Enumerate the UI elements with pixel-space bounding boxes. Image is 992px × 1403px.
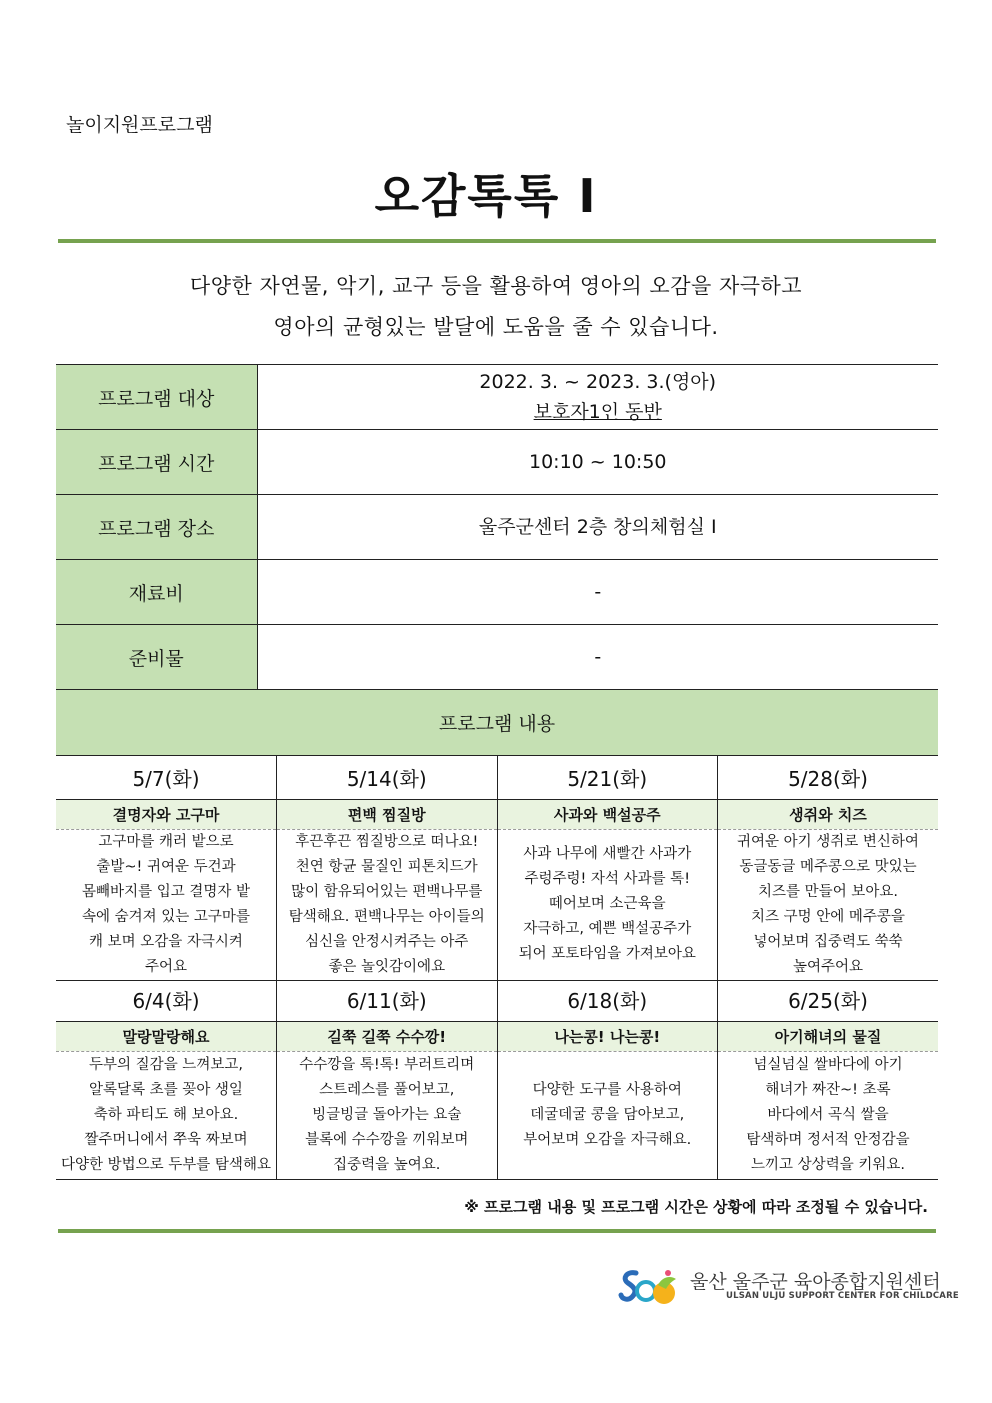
info-row-place <box>56 495 938 560</box>
program-category: 놀이지원프로그램 <box>66 114 213 136</box>
program-info-table <box>56 364 938 690</box>
activity-description <box>497 829 718 980</box>
description-line: 많이 함유되어있는 편백나무를 <box>291 883 483 900</box>
info-row-supplies <box>56 625 938 690</box>
info-label: 프로그램 장소 <box>56 495 257 560</box>
description-line: 자극하고, 예쁜 백설공주가 <box>523 921 692 937</box>
description-line: 심신을 안정시켜주는 아주 <box>305 933 469 950</box>
org-name-ko: 울산 울주군 육아종합지원센터 <box>690 1271 941 1293</box>
description-line: 해녀가 짜잔~! 초록 <box>765 1081 891 1098</box>
description-line: 높여주어요 <box>792 958 864 975</box>
activity-description <box>497 1051 718 1179</box>
description-line: 귀여운 아기 생쥐로 변신하여 <box>737 833 919 850</box>
activity-title: 사과와 백설공주 <box>497 799 718 829</box>
bottom-divider <box>58 1229 936 1233</box>
info-value: 10:10 ~ 10:50 <box>257 430 938 495</box>
description-line: 주렁주렁! 자석 사과를 톡! <box>524 871 691 887</box>
description-line: 출발~! 귀여운 두건과 <box>96 858 236 875</box>
description-line: 축하 파티도 해 보아요. <box>93 1106 239 1123</box>
info-label: 프로그램 대상 <box>56 365 257 430</box>
description-line: 캐 보며 오감을 자극시켜 <box>89 933 243 950</box>
target-period: 2022. 3. ~ 2023. 3.(영아) <box>479 371 717 393</box>
description-line: 알록달록 초를 꽂아 생일 <box>89 1081 243 1098</box>
description-line: 데굴데굴 콩을 담아보고, <box>530 1106 685 1123</box>
activity-title: 말랑말랑해요 <box>56 1021 277 1051</box>
info-value <box>257 365 938 430</box>
description-line: 느끼고 상상력을 키워요. <box>751 1156 905 1173</box>
footer-logo <box>618 1265 959 1310</box>
description-line: 바다에서 곡식 쌀을 <box>767 1106 889 1123</box>
schedule-date-row <box>56 978 938 1021</box>
description-line: 사과 나무에 새빨간 사과가 <box>523 846 692 862</box>
schedule-date: 5/28(화) <box>718 756 939 799</box>
schedule-date: 6/18(화) <box>497 978 718 1021</box>
target-guardian-note: 보호자1인 동반 <box>533 401 662 423</box>
description-line: 넘실넘실 쌀바다에 아기 <box>753 1056 903 1073</box>
description-line: 빙글빙글 돌아가는 요술 <box>312 1106 462 1123</box>
description-line: 되어 포토타임을 가져보아요 <box>518 946 696 962</box>
schedule-date: 5/14(화) <box>277 756 498 799</box>
schedule-desc-row <box>56 829 938 980</box>
description-line: 집중력을 높여요. <box>333 1156 441 1173</box>
description-line: 탐색하며 정서적 안정감을 <box>746 1131 910 1148</box>
description-line: 짤주머니에서 쭈욱 짜보며 <box>84 1131 248 1148</box>
description-line: 몸빼바지를 입고 결명자 밭 <box>82 883 250 900</box>
info-row-time <box>56 430 938 495</box>
activity-description <box>56 1051 277 1179</box>
schedule-desc-row <box>56 1051 938 1179</box>
info-label: 재료비 <box>56 560 257 625</box>
schedule-table-week-1 <box>56 756 938 981</box>
intro-line-1: 다양한 자연물, 악기, 교구 등을 활용하여 영아의 오감을 자극하고 <box>189 274 803 298</box>
schedule-date-row <box>56 756 938 799</box>
description-line: 치즈를 만들어 보아요. <box>758 883 898 900</box>
schedule-sub-row <box>56 799 938 829</box>
activity-description <box>56 829 277 980</box>
description-line: 다양한 방법으로 두부를 탐색해요 <box>61 1156 271 1173</box>
info-row-fee <box>56 560 938 625</box>
activity-description <box>718 1051 939 1179</box>
center-logo-icon <box>618 1265 684 1309</box>
info-row-target <box>56 365 938 430</box>
info-label: 준비물 <box>56 625 257 690</box>
activity-title: 길쭉 길쭉 수수깡! <box>277 1021 498 1051</box>
info-value: - <box>257 560 938 625</box>
activity-description <box>277 829 498 980</box>
description-line: 탐색해요. 편백나무는 아이들의 <box>288 908 485 925</box>
activity-title: 아기해녀의 물질 <box>718 1021 939 1051</box>
schedule-notice: ※ 프로그램 내용 및 프로그램 시간은 상황에 따라 조정될 수 있습니다. <box>464 1198 928 1216</box>
description-line: 천연 항균 물질인 피톤치드가 <box>295 858 478 875</box>
org-name-en: ULSAN ULJU SUPPORT CENTER FOR CHILDCARE <box>726 1291 959 1301</box>
activity-description <box>718 829 939 980</box>
info-value: 울주군센터 2층 창의체험실 I <box>257 495 938 560</box>
schedule-date: 5/21(화) <box>497 756 718 799</box>
top-divider <box>58 239 936 243</box>
activity-title: 나는콩! 나는콩! <box>497 1021 718 1051</box>
description-line: 부어보며 오감을 자극해요. <box>523 1131 692 1148</box>
activity-title: 결명자와 고구마 <box>56 799 277 829</box>
description-line: 속에 숨겨져 있는 고구마를 <box>82 908 250 925</box>
description-line: 고구마를 캐러 밭으로 <box>98 833 234 850</box>
program-content-header: 프로그램 내용 <box>56 690 938 756</box>
activity-description <box>277 1051 498 1179</box>
page-title: 오감톡톡 I <box>374 169 598 223</box>
info-value: - <box>257 625 938 690</box>
schedule-date: 6/11(화) <box>277 978 498 1021</box>
description-line: 두부의 질감을 느껴보고, <box>89 1056 243 1073</box>
schedule-date: 5/7(화) <box>56 756 277 799</box>
description-line: 수수깡을 톡!톡! 부러트리며 <box>299 1056 475 1073</box>
info-label: 프로그램 시간 <box>56 430 257 495</box>
description-line: 동글동글 메주콩으로 맛있는 <box>739 858 917 875</box>
description-line: 다양한 도구를 사용하여 <box>532 1081 682 1098</box>
schedule-date: 6/4(화) <box>56 978 277 1021</box>
description-line: 후끈후끈 찜질방으로 떠나요! <box>295 833 479 850</box>
description-line: 스트레스를 풀어보고, <box>319 1081 455 1098</box>
description-line: 치즈 구멍 안에 메주콩을 <box>751 908 905 925</box>
schedule-table-week-2 <box>56 978 938 1180</box>
activity-title: 편백 찜질방 <box>277 799 498 829</box>
description-line: 블록에 수수깡을 끼워보며 <box>305 1131 469 1148</box>
schedule-sub-row <box>56 1021 938 1051</box>
description-line: 넣어보며 집중력도 쑥쑥 <box>753 933 903 950</box>
description-line: 떼어보며 소근육을 <box>548 896 666 912</box>
schedule-date: 6/25(화) <box>718 978 939 1021</box>
intro-line-2: 영아의 균형있는 발달에 도움을 줄 수 있습니다. <box>273 315 719 339</box>
activity-title: 생쥐와 치즈 <box>718 799 939 829</box>
description-line: 좋은 놀잇감이에요 <box>328 958 446 975</box>
description-line: 주어요 <box>144 958 188 975</box>
